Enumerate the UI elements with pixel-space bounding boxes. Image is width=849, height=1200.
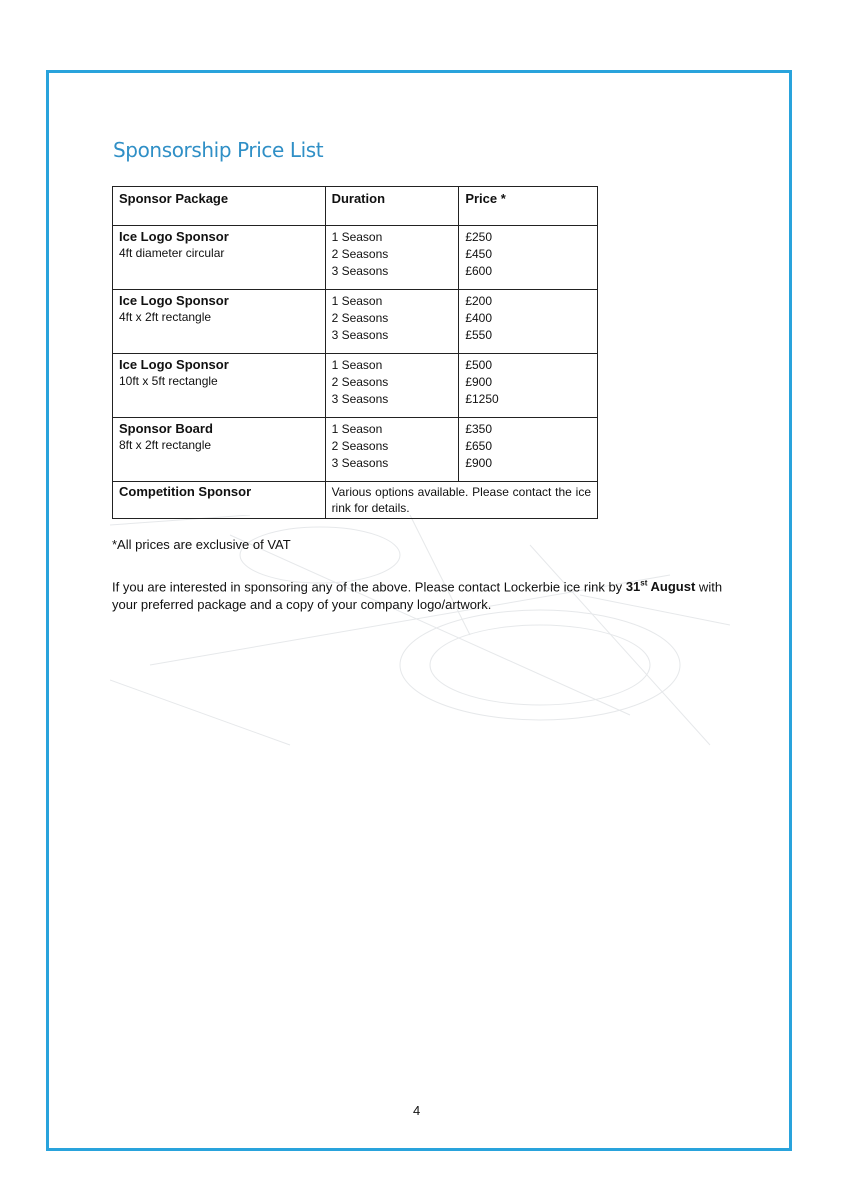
competition-note: Various options available. Please contact the ice rink for details. [331,485,591,515]
contact-paragraph [112,575,732,614]
column-header-duration: Duration [325,187,459,226]
duration-cell [325,290,459,354]
package-name: Competition Sponsor [119,484,252,499]
duration-option: 2 Seasons [331,311,389,325]
package-size: 8ft x 2ft rectangle [119,438,212,452]
package-size: 10ft x 5ft rectangle [119,374,218,388]
duration-cell [325,226,459,290]
price-value: £250 [465,230,493,244]
duration-option: 3 Seasons [331,392,389,406]
page-title: Sponsorship Price List [113,138,324,162]
price-value: £650 [465,439,493,453]
table-row [113,226,598,290]
package-cell [113,482,326,519]
price-cell [459,418,598,482]
price-value: £900 [465,375,493,389]
table-row [113,290,598,354]
package-name: Ice Logo Sponsor [119,293,229,308]
price-value: £600 [465,264,493,278]
duration-option: 2 Seasons [331,375,389,389]
duration-option: 2 Seasons [331,247,389,261]
price-value: £200 [465,294,493,308]
package-size: 4ft diameter circular [119,246,225,260]
package-cell [113,290,326,354]
deadline-suffix: st [640,579,648,588]
duration-option: 3 Seasons [331,328,389,342]
duration-cell [325,418,459,482]
price-cell [459,226,598,290]
competition-note-cell [325,482,597,519]
duration-option: 3 Seasons [331,456,389,470]
price-cell [459,290,598,354]
price-value: £400 [465,311,493,325]
deadline-date [626,579,696,594]
duration-option: 1 Season [331,358,383,372]
table-row [113,354,598,418]
column-header-sponsor-package: Sponsor Package [113,187,326,226]
price-value: £500 [465,358,493,372]
price-value: £350 [465,422,493,436]
package-name: Ice Logo Sponsor [119,229,229,244]
contact-text-before: If you are interested in sponsoring any of the above. Please contact Lockerbie ice rink by [112,579,626,595]
package-cell [113,418,326,482]
table-row [113,418,598,482]
deadline-day: 31 [625,579,641,595]
price-value: £450 [465,247,493,261]
vat-note: *All prices are exclusive of VAT [112,537,291,552]
duration-option: 1 Season [331,230,383,244]
price-value: £900 [465,456,493,470]
duration-option: 2 Seasons [331,439,389,453]
table-row-competition [113,482,598,519]
duration-option: 3 Seasons [331,264,389,278]
duration-option: 1 Season [331,294,383,308]
package-name: Sponsor Board [119,421,213,436]
page-number: 4 [413,1103,421,1118]
price-cell [459,354,598,418]
price-value: £550 [465,328,493,342]
package-name: Ice Logo Sponsor [119,357,229,372]
sponsorship-price-table [112,186,598,519]
column-header-price: Price * [459,187,598,226]
package-size: 4ft x 2ft rectangle [119,310,212,324]
package-cell [113,354,326,418]
deadline-month: August [647,579,696,595]
table-header-row [113,187,598,226]
package-cell [113,226,326,290]
contact-text-after: with your preferred package and a copy of your company logo/artwork. [112,579,723,613]
price-value: £1250 [465,392,499,406]
duration-option: 1 Season [331,422,383,436]
duration-cell [325,354,459,418]
